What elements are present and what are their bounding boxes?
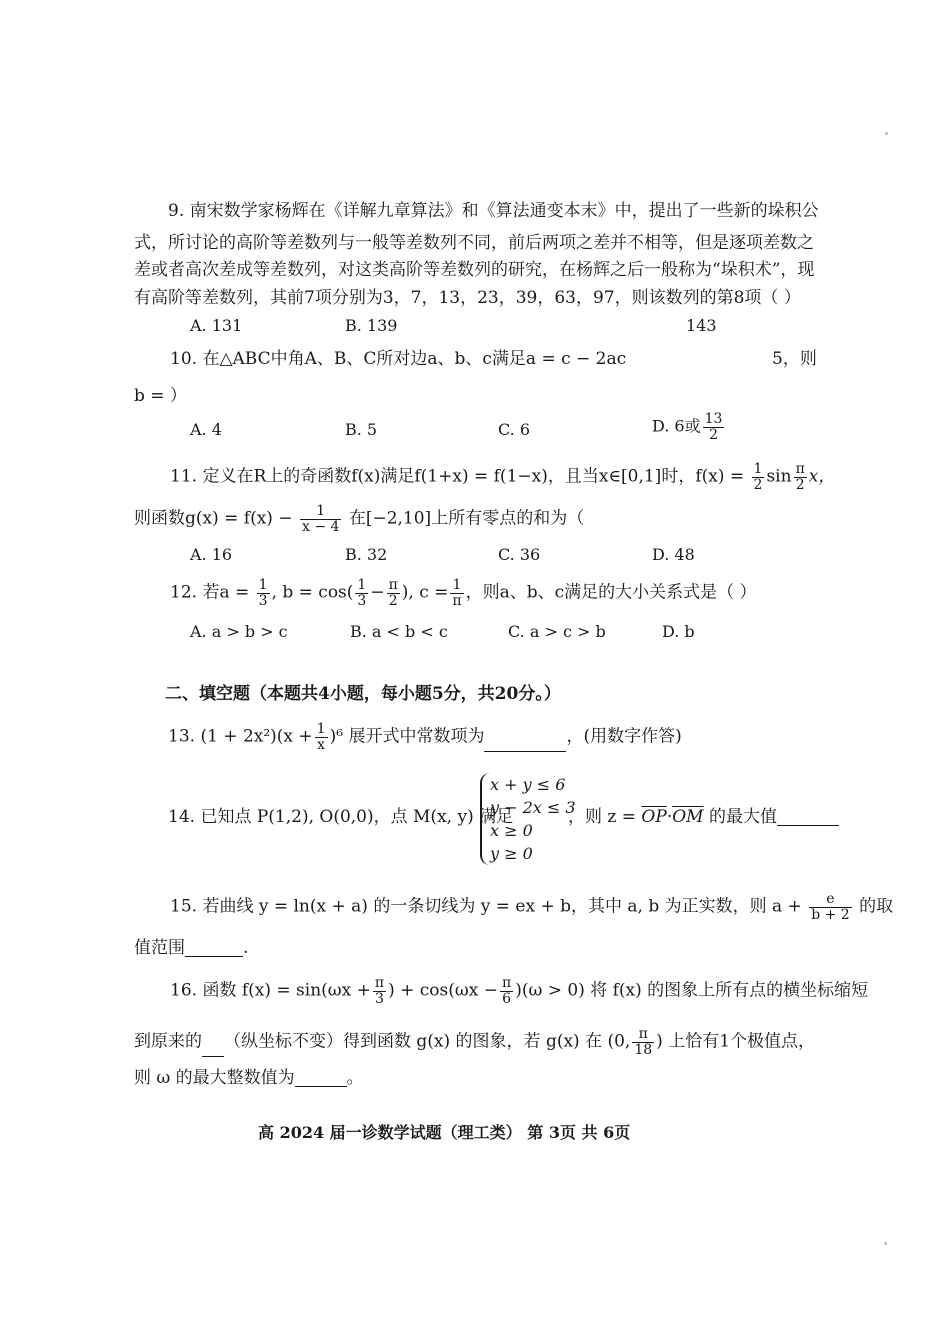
q11-option-b: B. 32 [345, 545, 388, 564]
q15-answer-blank [185, 956, 243, 957]
q11-pi-half-fraction: $\frac{\pi}{2}$ [795, 461, 805, 493]
q15-line-2: 值范围 . [134, 938, 249, 958]
q14-constraint-1: x + y ≤ 6 [490, 775, 566, 794]
q12-b-fraction-2: $\frac{\pi}{2}$ [388, 577, 398, 609]
q10-option-a: A. 4 [190, 420, 222, 439]
q13-answer-blank [484, 751, 566, 752]
q15-line-1: 15. 若曲线 y = ln(x + a) 的一条切线为 y = ex + b，其中 a, b 为正实数，则 a + $\frac{e}{b + 2}$ 的取 [170, 891, 894, 923]
q11-option-c: C. 36 [498, 545, 541, 564]
q11-g-fraction: $\frac{1}{x - 4}$ [301, 503, 340, 535]
q12-a-fraction: $\frac{1}{3}$ [258, 577, 268, 609]
q11-line-1: 11. 定义在R上的奇函数f(x)满足f(1+x) = f(1−x)，且当x∈[0,1]时，f(x) = $\frac{1}{2}$ sin $\frac{\pi}{2}$ x， [170, 461, 836, 493]
scan-speck [884, 1242, 887, 1245]
q16-line-2: 到原来的 （纵坐标不变）得到函数 g(x) 的图象，若 g(x) 在 (0, $\frac{\pi}{18}$ ) 上恰有1个极值点， [134, 1026, 816, 1058]
q10-option-b: B. 5 [345, 420, 378, 439]
q10-line-1-right: 5，则 [772, 349, 817, 369]
q14-constraint-4: y ≥ 0 [490, 844, 533, 863]
q14-line-left: 14. 已知点 P(1,2), O(0,0)，点 M(x, y) 满足 [168, 807, 514, 827]
q14-vector-op: $\overline{OP}$ [641, 807, 667, 827]
q10-line-2: b = ） [134, 386, 187, 406]
q15-fraction: $\frac{e}{b + 2}$ [811, 891, 850, 923]
q10-option-d-label: D. 6或 [652, 416, 701, 436]
q14-answer-blank [777, 825, 839, 826]
q9-option-a: A. 131 [190, 316, 243, 335]
q14-line-right: ，则 $z = \overline{OP}\cdot\overline{OM}$ 的最大值 [568, 809, 839, 826]
q16-pi-eighteenth: $\frac{\pi}{18}$ [634, 1026, 653, 1058]
q9-line-4: 有高阶等差数列，其前7项分别为3，7，13，23，39，63，97，则该数列的第8项（ ） [134, 288, 801, 308]
q12-option-a: A. a > b > c [190, 622, 288, 641]
q16-answer-blank [295, 1086, 347, 1087]
q13-line: 13. (1 + 2x²)(x + $\frac{1}{x}$ )⁶ 展开式中常数项为 ，(用数字作答) [168, 721, 682, 753]
q14-vector-om: $\overline{OM}$ [672, 807, 704, 827]
q12-option-d: D. b [662, 622, 695, 641]
scan-speck [885, 132, 888, 135]
q9-line-2: 式，所讨论的高阶等差数列与一般等差数列不同，前后两项之差并不相等，但是逐项差数之 [134, 233, 814, 253]
q12-option-b: B. a < b < c [350, 622, 448, 641]
q12-option-c: C. a > c > b [508, 622, 606, 641]
q9-line-1: 9. 南宋数学家杨辉在《详解九章算法》和《算法通变本末》中，提出了一些新的垛积公 [168, 201, 819, 221]
q9-line-3: 差或者高次差成等差数列，对这类高阶等差数列的研究，在杨辉之后一般称为“垛积术”，现 [134, 260, 815, 280]
q12-line-1: 12. 若a = $\frac{1}{3}$ , b = cos( $\frac{1}{3}$ − $\frac{\pi}{2}$ ), c = $\frac{1}{\pi}$ ，则a、b、c满足的大小关系式是（ ） [170, 577, 757, 609]
q10-line-1: 10. 在△ABC中角A、B、C所对边a、b、c满足a = c − 2ac [170, 349, 627, 369]
q12-c-fraction: $\frac{1}{\pi}$ [452, 577, 462, 609]
q10-option-d-fraction: $\frac{13}{2}$ [704, 411, 723, 443]
q14-constraint-2: y − 2x ≤ 3 [490, 798, 576, 817]
q14-constraint-system [480, 773, 576, 865]
q16-line-1: 16. 函数 f(x) = sin(ωx + $\frac{\pi}{3}$ ) + cos(ωx − $\frac{\pi}{6}$ )(ω > 0) 将 f(x) 的图象上所有点的横坐标缩短 [170, 975, 869, 1007]
q11-option-d: D. 48 [652, 545, 695, 564]
q13-fraction: $\frac{1}{x}$ [316, 721, 326, 753]
q12-b-fraction-1: $\frac{1}{3}$ [357, 577, 367, 609]
q14-constraint-3: x ≥ 0 [490, 821, 533, 840]
q11-option-a: A. 16 [190, 545, 233, 564]
q16-pi-third: $\frac{\pi}{3}$ [374, 975, 385, 1007]
section-heading-fill-blank: 二、填空题（本题共4小题，每小题5分，共20分。） [165, 684, 561, 704]
q9-option-b: B. 139 [345, 316, 398, 335]
q11-line-2: 则函数g(x) = f(x) − $\frac{1}{x - 4}$ 在[−2,10]上所有零点的和为（ [134, 503, 585, 535]
q10-option-d [652, 412, 726, 442]
q11-half-fraction: $\frac{1}{2}$ [753, 461, 763, 493]
q9-option-d: 143 [686, 316, 717, 335]
q10-option-c: C. 6 [498, 420, 531, 439]
q16-line-3: 则 ω 的最大整数值为 。 [134, 1068, 364, 1088]
page-footer: 高 2024 届一诊数学试题（理工类） 第 3页 共 6页 [258, 1123, 631, 1142]
q16-pi-sixth: $\frac{\pi}{6}$ [502, 975, 512, 1007]
q16-ratio-blank [202, 1056, 224, 1057]
